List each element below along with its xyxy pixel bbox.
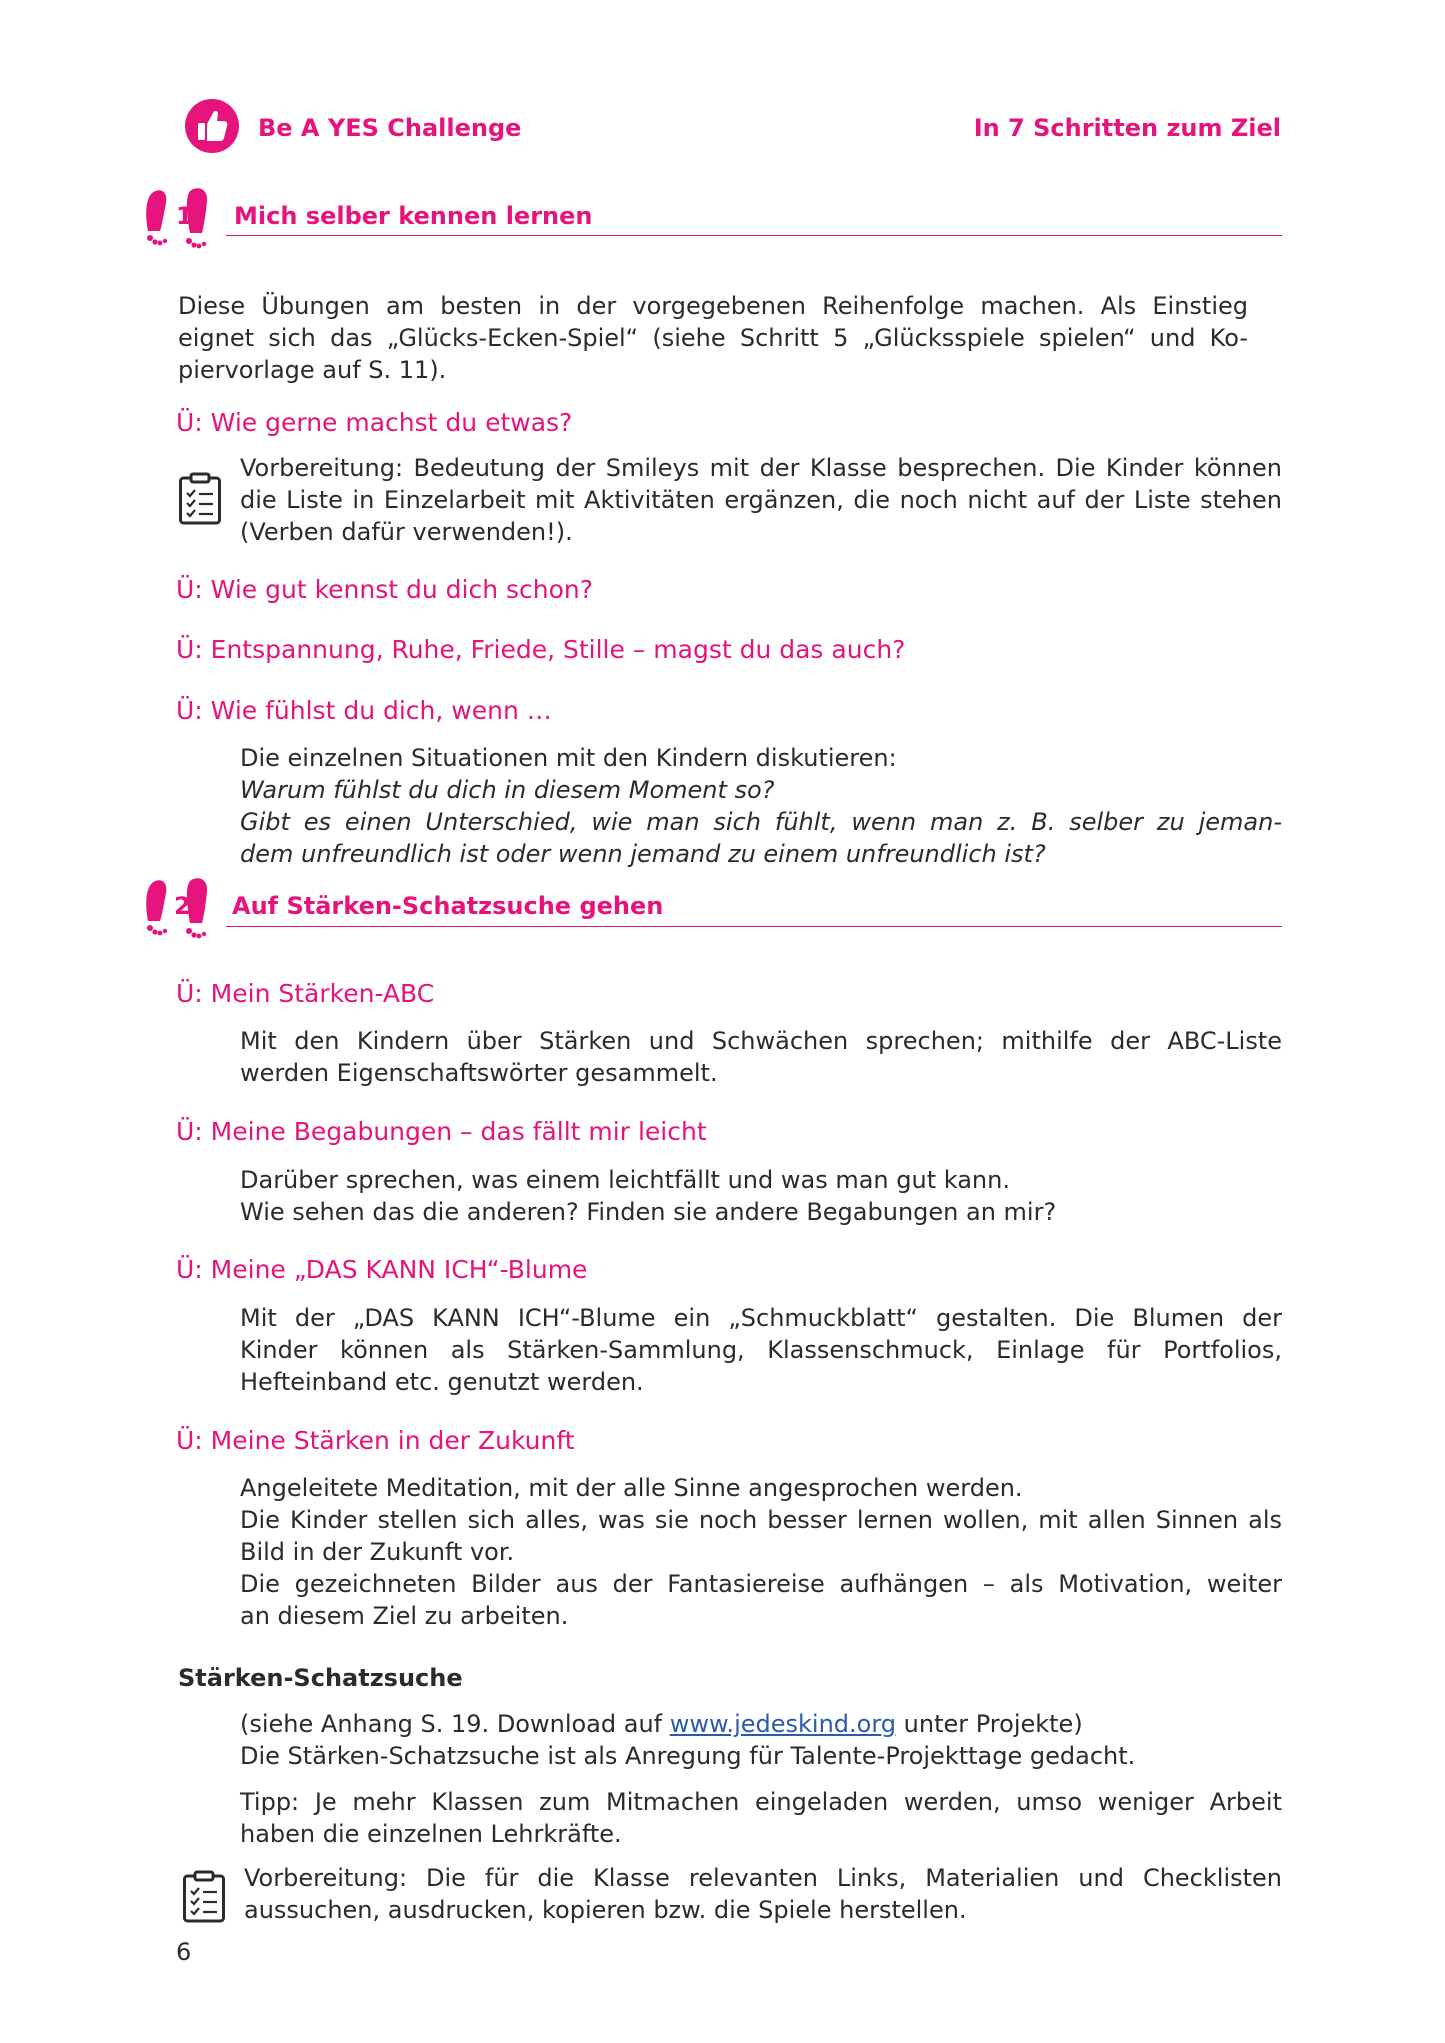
section-1-intro xyxy=(178,290,1248,386)
tip-line: haben die einzelnen Lehrkräfte. xyxy=(240,1820,622,1848)
text-fragment: (siehe Anhang S. 19. Download auf xyxy=(240,1710,670,1738)
intro-line: eignet sich das „Glücks-Ecken-Spiel“ (siehe Schritt 5 „Glücksspiele spielen“ und Ko- xyxy=(178,324,1248,352)
intro-line: piervorlage auf S. 11). xyxy=(178,356,447,384)
text-line: an diesem Ziel zu arbeiten. xyxy=(240,1602,569,1630)
intro-line: Diese Übungen am besten in der vorgegebenen Reihenfolge machen. Als Einstieg xyxy=(178,292,1248,320)
section-1-title: Mich selber kennen lernen xyxy=(234,202,593,230)
logo-badge xyxy=(184,98,240,154)
text-line: Bild in der Zukunft vor. xyxy=(240,1538,515,1566)
text-line: Warum fühlst du dich in diesem Moment so? xyxy=(240,776,775,804)
treasure-prep xyxy=(244,1862,1282,1926)
exercise-text xyxy=(240,1302,1282,1398)
text-line: Mit den Kindern über Stärken und Schwächen sprechen; mithilfe der ABC-Liste xyxy=(240,1027,1282,1055)
prep-icon xyxy=(182,1870,226,1924)
text-line: dem unfreundlich ist oder wenn jemand zu einem unfreundlich ist? xyxy=(240,840,1046,868)
prep-line: Vorbereitung: Bedeutung der Smileys mit der Klasse besprechen. Die Kinder können xyxy=(240,454,1282,482)
text-line: Angeleitete Meditation, mit der alle Sinne angesprochen werden. xyxy=(240,1474,1023,1502)
tip-text xyxy=(240,1786,1282,1850)
text-line: Die Kinder stellen sich alles, was sie noch besser lernen wollen, mit allen Sinnen als xyxy=(240,1506,1282,1534)
exercise-title: Ü: Wie gerne machst du etwas? xyxy=(176,408,573,437)
text-line: Darüber sprechen, was einem leichtfällt und was man gut kann. xyxy=(240,1166,1010,1194)
exercise-text xyxy=(240,1472,1282,1632)
header-right-title: In 7 Schritten zum Ziel xyxy=(973,114,1281,142)
exercise-title: Ü: Meine Begabungen – das fällt mir leicht xyxy=(176,1117,707,1146)
prep-line: (Verben dafür verwenden!). xyxy=(240,518,573,546)
treasure-text xyxy=(240,1708,1282,1772)
exercise-title: Ü: Wie gut kennst du dich schon? xyxy=(176,575,594,604)
exercise-4-text xyxy=(240,742,1282,870)
text-line: Die einzelnen Situationen mit den Kindern diskutieren: xyxy=(240,744,897,772)
prep-icon xyxy=(178,472,222,526)
section-2-title: Auf Stärken-Schatzsuche gehen xyxy=(232,892,664,920)
exercise-title: Ü: Mein Stärken-ABC xyxy=(176,979,435,1008)
tip-line: Tipp: Je mehr Klassen zum Mitmachen eingeladen werden, umso weniger Arbeit xyxy=(240,1788,1282,1816)
text-line: werden Eigenschaftswörter gesammelt. xyxy=(240,1059,718,1087)
treasure-line-2: Die Stärken-Schatzsuche ist als Anregung für Talente-Projekttage gedacht. xyxy=(240,1742,1136,1770)
jedeskind-link[interactable]: www.jedeskind.org xyxy=(669,1710,897,1738)
section-1-rule xyxy=(226,235,1282,236)
step-1-number: 1 xyxy=(176,202,193,230)
text-line: Kinder können als Stärken-Sammlung, Klassenschmuck, Einlage für Portfolios, xyxy=(240,1336,1282,1364)
text-line: Wie sehen das die anderen? Finden sie andere Begabungen an mir? xyxy=(240,1198,1057,1226)
prep-line: aussuchen, ausdrucken, kopieren bzw. die Spiele herstellen. xyxy=(244,1896,967,1924)
prep-line: die Liste in Einzelarbeit mit Aktivitäten ergänzen, die noch nicht auf der Liste stehen xyxy=(240,486,1282,514)
text-line: Hefteinband etc. genutzt werden. xyxy=(240,1368,644,1396)
clipboard-checklist-icon xyxy=(182,1870,226,1924)
exercise-text xyxy=(240,1164,1282,1228)
exercise-title: Ü: Entspannung, Ruhe, Friede, Stille – magst du das auch? xyxy=(176,635,906,664)
exercise-1-prep xyxy=(240,452,1282,548)
exercise-title: Ü: Meine „DAS KANN ICH“-Blume xyxy=(176,1255,588,1284)
exercise-title: Ü: Meine Stärken in der Zukunft xyxy=(176,1426,575,1455)
brand-title: Be A YES Challenge xyxy=(258,114,522,142)
step-2-number: 2 xyxy=(174,892,191,920)
exercise-title: Ü: Wie fühlst du dich, wenn … xyxy=(176,696,552,725)
section-2-rule xyxy=(226,926,1282,927)
text-line: Die gezeichneten Bilder aus der Fantasiereise aufhängen – als Motivation, weiter xyxy=(240,1570,1282,1598)
text-line: Mit der „DAS KANN ICH“-Blume ein „Schmuckblatt“ gestalten. Die Blumen der xyxy=(240,1304,1282,1332)
exercise-text xyxy=(240,1025,1282,1089)
clipboard-checklist-icon xyxy=(178,472,222,526)
page-number: 6 xyxy=(176,1938,192,1966)
text-line: Gibt es einen Unterschied, wie man sich fühlt, wenn man z. B. selber zu jeman- xyxy=(240,808,1282,836)
text-fragment: unter Projekte) xyxy=(896,1710,1083,1738)
treasure-line-1 xyxy=(240,1708,1282,1740)
treasure-heading: Stärken-Schatzsuche xyxy=(178,1664,463,1692)
thumbs-up-icon xyxy=(184,98,240,154)
prep-line: Vorbereitung: Die für die Klasse relevanten Links, Materialien und Checklisten xyxy=(244,1864,1282,1892)
